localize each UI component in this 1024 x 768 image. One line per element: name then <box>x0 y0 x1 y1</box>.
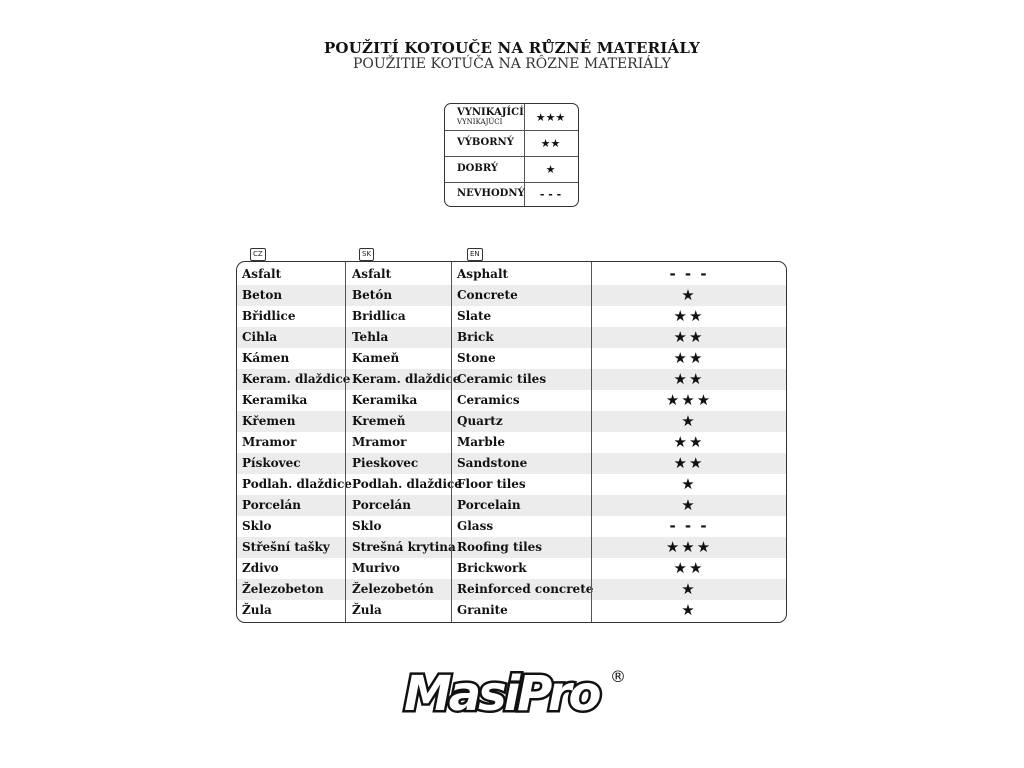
material-name-en: Quartz <box>457 414 503 428</box>
table-row <box>237 264 786 285</box>
material-name-sk: Asfalt <box>352 267 392 281</box>
material-name-en: Marble <box>457 435 505 449</box>
legend-symbol: ★ <box>545 162 556 176</box>
rating-value: ★ <box>681 475 697 493</box>
material-name-sk: Bridlica <box>352 309 406 323</box>
rating-value: - - - <box>669 517 709 535</box>
table-row <box>237 558 786 579</box>
rating-value: ★ <box>681 286 697 304</box>
table-row <box>237 453 786 474</box>
legend-row <box>445 130 578 156</box>
legend-label: DOBRÝ <box>457 163 498 174</box>
material-name-sk: Porcelán <box>352 498 412 512</box>
legend-row <box>445 104 578 130</box>
lang-tag-sk: SK <box>359 248 374 261</box>
page-title: POUŽITÍ KOTOUČE NA RŮZNÉ MATERIÁLY <box>323 39 701 57</box>
material-name-cz: Žula <box>242 603 272 617</box>
material-name-cz: Mramor <box>242 435 297 449</box>
material-name-sk: Keram. dlaždice <box>352 372 461 386</box>
table-row <box>237 348 786 369</box>
material-name-en: Brick <box>457 330 494 344</box>
material-name-sk: Kameň <box>352 351 400 365</box>
table-row <box>237 579 786 600</box>
rating-value: ★ <box>681 601 697 619</box>
rating-value: ★★ <box>673 307 705 325</box>
material-name-en: Concrete <box>457 288 518 302</box>
material-name-sk: Kremeň <box>352 414 406 428</box>
table-row <box>237 390 786 411</box>
material-name-cz: Železobeton <box>242 582 324 596</box>
legend-symbol: ★★ <box>540 136 561 150</box>
table-row <box>237 495 786 516</box>
masipro-logo <box>400 662 640 722</box>
rating-value: ★★ <box>673 349 705 367</box>
legend-label: NEVHODNÝ <box>457 188 525 199</box>
material-name-en: Brickwork <box>457 561 527 575</box>
material-name-en: Porcelain <box>457 498 521 512</box>
rating-value: ★ <box>681 496 697 514</box>
material-name-cz: Střešní tašky <box>242 540 330 554</box>
material-name-en: Sandstone <box>457 456 528 470</box>
material-name-sk: Sklo <box>352 519 382 533</box>
material-name-en: Floor tiles <box>457 477 526 491</box>
column-divider <box>451 262 452 622</box>
material-name-en: Roofing tiles <box>457 540 543 554</box>
table-row <box>237 285 786 306</box>
material-name-sk: Mramor <box>352 435 407 449</box>
material-name-cz: Sklo <box>242 519 272 533</box>
rating-legend <box>444 103 579 207</box>
material-name-cz: Keramika <box>242 393 308 407</box>
table-row <box>237 600 786 621</box>
legend-row <box>445 156 578 182</box>
material-name-sk: Murivo <box>352 561 400 575</box>
material-name-en: Asphalt <box>457 267 509 281</box>
material-name-en: Ceramic tiles <box>457 372 547 386</box>
legend-sublabel: VYNIKAJÚCI <box>457 118 503 126</box>
rating-value: ★★ <box>673 454 705 472</box>
material-name-en: Reinforced concrete <box>457 582 594 596</box>
table-row <box>237 369 786 390</box>
registered-mark: ® <box>610 667 626 686</box>
rating-value: ★★ <box>673 433 705 451</box>
material-name-cz: Podlah. dlaždice <box>242 477 352 491</box>
table-row <box>237 474 786 495</box>
table-row <box>237 537 786 558</box>
material-name-cz: Cihla <box>242 330 278 344</box>
legend-symbol: - - - <box>539 187 562 201</box>
materials-table <box>236 261 787 623</box>
material-name-sk: Strešná krytina <box>352 540 456 554</box>
rating-value: ★★ <box>673 370 705 388</box>
material-name-cz: Břidlice <box>242 309 296 323</box>
legend-label: VÝBORNÝ <box>457 137 514 148</box>
legend-symbol: ★★★ <box>535 110 566 124</box>
rating-value: ★★ <box>673 559 705 577</box>
material-name-cz: Pískovec <box>242 456 301 470</box>
table-row <box>237 411 786 432</box>
material-name-en: Stone <box>457 351 496 365</box>
material-name-cz: Beton <box>242 288 283 302</box>
material-name-en: Ceramics <box>457 393 520 407</box>
table-row <box>237 516 786 537</box>
legend-label: VYNIKAJÍCÍ <box>457 107 524 118</box>
material-name-sk: Železobetón <box>352 582 434 596</box>
material-name-cz: Asfalt <box>242 267 282 281</box>
rating-value: ★★★ <box>665 538 713 556</box>
material-name-cz: Křemen <box>242 414 296 428</box>
material-name-sk: Betón <box>352 288 393 302</box>
material-name-sk: Tehla <box>352 330 389 344</box>
material-name-sk: Žula <box>352 603 382 617</box>
table-row <box>237 306 786 327</box>
material-name-cz: Kámen <box>242 351 290 365</box>
rating-value: - - - <box>669 265 709 283</box>
logo-wordmark: MasiPro <box>404 666 599 722</box>
rating-value: ★★★ <box>665 391 713 409</box>
material-name-en: Glass <box>457 519 494 533</box>
table-row <box>237 432 786 453</box>
lang-tag-en: EN <box>467 248 483 261</box>
material-name-sk: Podlah. dlaždice <box>352 477 462 491</box>
material-name-en: Granite <box>457 603 508 617</box>
material-name-cz: Zdivo <box>242 561 279 575</box>
material-name-sk: Keramika <box>352 393 418 407</box>
page-subtitle: POUŽITIE KOTÚČA NA RÔZNE MATERIÁLY <box>352 56 671 72</box>
rating-value: ★ <box>681 412 697 430</box>
table-row <box>237 327 786 348</box>
material-name-en: Slate <box>457 309 492 323</box>
material-name-cz: Porcelán <box>242 498 302 512</box>
material-name-cz: Keram. dlaždice <box>242 372 351 386</box>
legend-row <box>445 182 578 206</box>
rating-value: ★★ <box>673 328 705 346</box>
lang-tag-cz: CZ <box>250 248 266 261</box>
material-name-sk: Pieskovec <box>352 456 419 470</box>
column-divider <box>591 262 592 622</box>
rating-value: ★ <box>681 580 697 598</box>
column-divider <box>345 262 346 622</box>
